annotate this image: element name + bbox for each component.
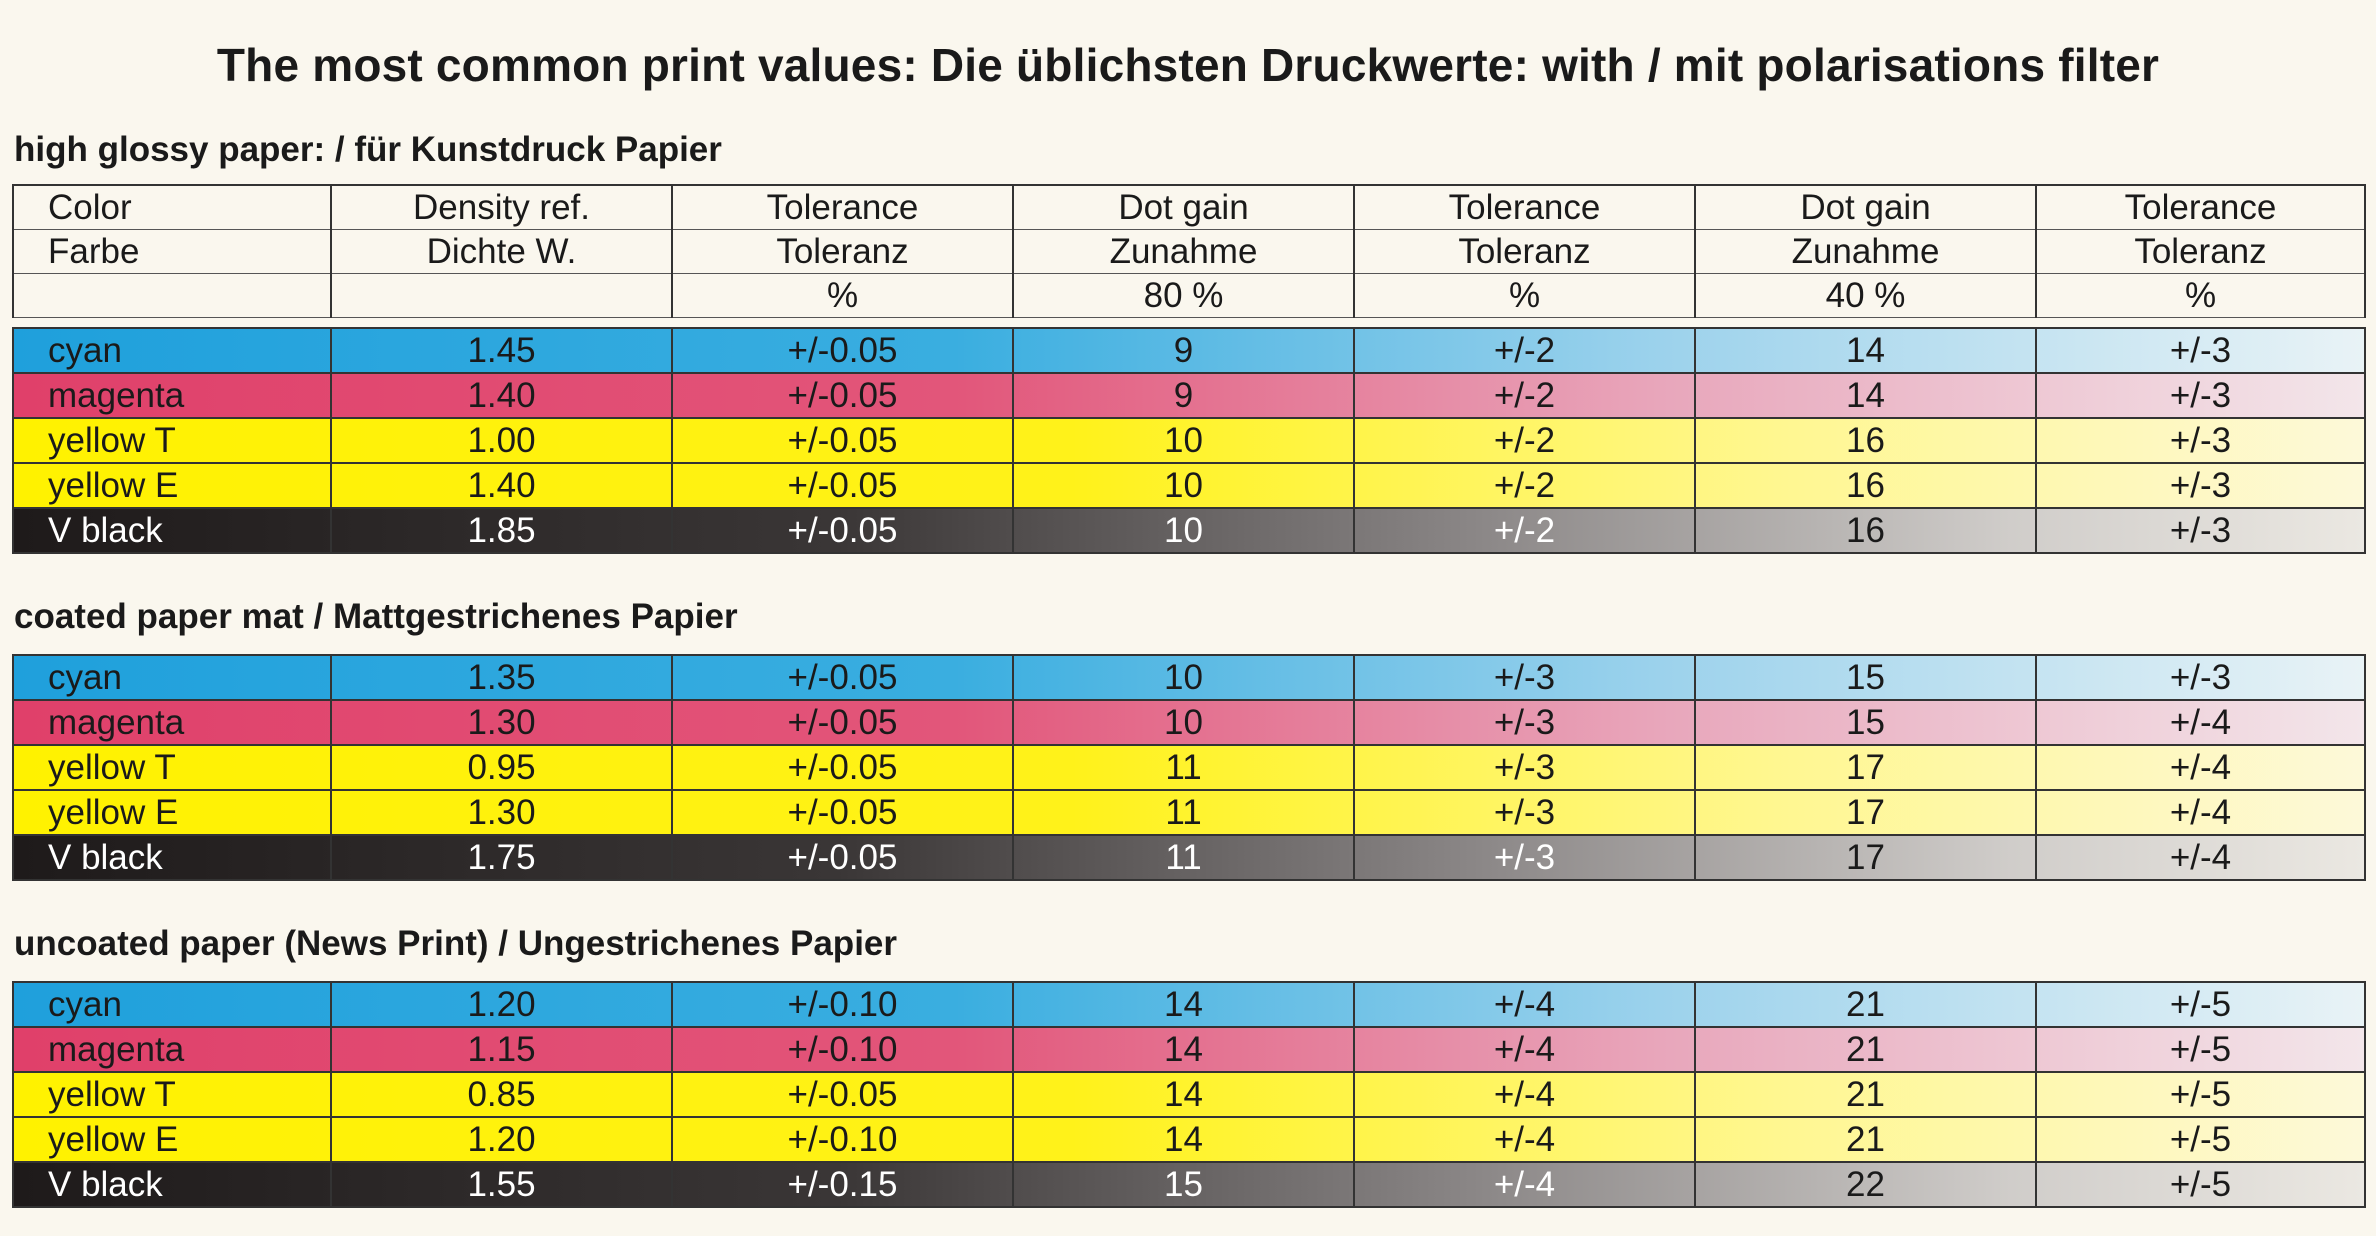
dot-gain-80-cell: 10 (1013, 700, 1354, 745)
tolerance-cell: +/-2 (1354, 373, 1695, 418)
dot-gain-40-cell: 16 (1695, 508, 2036, 553)
tolerance-cell: +/-0.05 (672, 508, 1013, 553)
header-cell: Toleranz (1354, 230, 1695, 274)
tolerance-cell: +/-2 (1354, 418, 1695, 463)
dot-gain-80-cell: 14 (1013, 982, 1354, 1027)
dot-gain-80-cell: 11 (1013, 745, 1354, 790)
table-row-yellow-t (13, 1072, 2365, 1117)
tolerance-cell: +/-0.05 (672, 373, 1013, 418)
tolerance-cell: +/-3 (2036, 508, 2365, 553)
dot-gain-40-cell: 21 (1695, 1027, 2036, 1072)
header-cell: Dichte W. (331, 230, 672, 274)
color-name-cell: yellow T (13, 745, 331, 790)
color-name-cell: yellow T (13, 418, 331, 463)
section-title-glossy: high glossy paper: / für Kunstdruck Papier (14, 130, 722, 169)
table-row-yellow-e (13, 1117, 2365, 1162)
tolerance-cell: +/-2 (1354, 328, 1695, 373)
header-cell: Tolerance (2036, 185, 2365, 230)
tolerance-cell: +/-5 (2036, 982, 2365, 1027)
tolerance-cell: +/-3 (1354, 835, 1695, 880)
tolerance-cell: +/-0.05 (672, 700, 1013, 745)
section-title-uncoated: uncoated paper (News Print) / Ungestrichenes Papier (14, 924, 897, 963)
dot-gain-80-cell: 10 (1013, 655, 1354, 700)
tolerance-cell: +/-4 (1354, 1072, 1695, 1117)
density-cell: 1.40 (331, 373, 672, 418)
density-cell: 1.20 (331, 1117, 672, 1162)
table-row-cyan (13, 655, 2365, 700)
header-cell: Toleranz (2036, 230, 2365, 274)
density-cell: 1.20 (331, 982, 672, 1027)
color-name-cell: yellow T (13, 1072, 331, 1117)
dot-gain-40-cell: 14 (1695, 373, 2036, 418)
tolerance-cell: +/-3 (2036, 655, 2365, 700)
color-name-cell: V black (13, 1162, 331, 1207)
density-cell: 1.40 (331, 463, 672, 508)
color-name-cell: magenta (13, 1027, 331, 1072)
color-name-cell: V black (13, 508, 331, 553)
table-row-magenta (13, 1027, 2365, 1072)
density-cell: 1.00 (331, 418, 672, 463)
tolerance-cell: +/-4 (1354, 982, 1695, 1027)
table-row-yellow-t (13, 745, 2365, 790)
density-cell: 1.30 (331, 700, 672, 745)
table-glossy (12, 327, 2366, 554)
color-name-cell: yellow E (13, 1117, 331, 1162)
header-cell: % (672, 274, 1013, 318)
table-row-cyan (13, 982, 2365, 1027)
tolerance-cell: +/-0.10 (672, 1117, 1013, 1162)
tolerance-cell: +/-4 (2036, 790, 2365, 835)
tolerance-cell: +/-5 (2036, 1117, 2365, 1162)
dot-gain-40-cell: 17 (1695, 835, 2036, 880)
dot-gain-40-cell: 21 (1695, 1072, 2036, 1117)
dot-gain-80-cell: 14 (1013, 1072, 1354, 1117)
tolerance-cell: +/-4 (1354, 1027, 1695, 1072)
table-uncoated (12, 981, 2366, 1208)
header-cell: Tolerance (1354, 185, 1695, 230)
color-name-cell: magenta (13, 700, 331, 745)
dot-gain-80-cell: 10 (1013, 418, 1354, 463)
dot-gain-40-cell: 21 (1695, 1117, 2036, 1162)
density-cell: 1.55 (331, 1162, 672, 1207)
header-cell: Farbe (13, 230, 331, 274)
header-cell: % (2036, 274, 2365, 318)
dot-gain-40-cell: 17 (1695, 790, 2036, 835)
tolerance-cell: +/-2 (1354, 463, 1695, 508)
tolerance-cell: +/-3 (2036, 418, 2365, 463)
dot-gain-80-cell: 10 (1013, 508, 1354, 553)
color-name-cell: magenta (13, 373, 331, 418)
table-row-yellow-e (13, 790, 2365, 835)
table-coated-mat (12, 654, 2366, 881)
header-cell: Zunahme (1013, 230, 1354, 274)
dot-gain-40-cell: 22 (1695, 1162, 2036, 1207)
color-name-cell: V black (13, 835, 331, 880)
dot-gain-40-cell: 15 (1695, 700, 2036, 745)
tolerance-cell: +/-3 (1354, 745, 1695, 790)
table-row-magenta (13, 700, 2365, 745)
dot-gain-80-cell: 10 (1013, 463, 1354, 508)
tolerance-cell: +/-0.15 (672, 1162, 1013, 1207)
tolerance-cell: +/-0.10 (672, 982, 1013, 1027)
table-row-yellow-t (13, 418, 2365, 463)
tolerance-cell: +/-2 (1354, 508, 1695, 553)
header-row-units (13, 274, 2365, 318)
tolerance-cell: +/-0.10 (672, 1027, 1013, 1072)
tolerance-cell: +/-3 (1354, 655, 1695, 700)
header-cell: % (1354, 274, 1695, 318)
density-cell: 1.75 (331, 835, 672, 880)
color-name-cell: yellow E (13, 463, 331, 508)
dot-gain-80-cell: 9 (1013, 328, 1354, 373)
table-row-black (13, 1162, 2365, 1207)
tolerance-cell: +/-0.05 (672, 1072, 1013, 1117)
tolerance-cell: +/-0.05 (672, 835, 1013, 880)
header-cell: 80 % (1013, 274, 1354, 318)
tolerance-cell: +/-3 (1354, 700, 1695, 745)
tolerance-cell: +/-4 (2036, 700, 2365, 745)
dot-gain-40-cell: 16 (1695, 418, 2036, 463)
tolerance-cell: +/-0.05 (672, 655, 1013, 700)
color-name-cell: cyan (13, 328, 331, 373)
table-row-yellow-e (13, 463, 2365, 508)
tolerance-cell: +/-4 (1354, 1117, 1695, 1162)
tolerance-cell: +/-0.05 (672, 328, 1013, 373)
tolerance-cell: +/-5 (2036, 1162, 2365, 1207)
tolerance-cell: +/-3 (2036, 463, 2365, 508)
section-title-coated-mat: coated paper mat / Mattgestrichenes Papier (14, 597, 738, 636)
density-cell: 1.85 (331, 508, 672, 553)
header-cell: Dot gain (1013, 185, 1354, 230)
tolerance-cell: +/-0.05 (672, 745, 1013, 790)
header-row-de (13, 230, 2365, 274)
dot-gain-80-cell: 9 (1013, 373, 1354, 418)
dot-gain-40-cell: 14 (1695, 328, 2036, 373)
page-title: The most common print values: Die üblichsten Druckwerte: with / mit polarisations filter (216, 39, 2160, 91)
header-cell: Density ref. (331, 185, 672, 230)
tolerance-cell: +/-4 (1354, 1162, 1695, 1207)
header-cell: 40 % (1695, 274, 2036, 318)
header-cell: Tolerance (672, 185, 1013, 230)
dot-gain-40-cell: 21 (1695, 982, 2036, 1027)
density-cell: 0.85 (331, 1072, 672, 1117)
tolerance-cell: +/-5 (2036, 1072, 2365, 1117)
tolerance-cell: +/-3 (2036, 328, 2365, 373)
header-cell (331, 274, 672, 318)
tolerance-cell: +/-0.05 (672, 418, 1013, 463)
header-table (12, 184, 2366, 318)
header-cell: Dot gain (1695, 185, 2036, 230)
tolerance-cell: +/-3 (2036, 373, 2365, 418)
dot-gain-80-cell: 15 (1013, 1162, 1354, 1207)
density-cell: 1.30 (331, 790, 672, 835)
tolerance-cell: +/-4 (2036, 835, 2365, 880)
dot-gain-80-cell: 14 (1013, 1117, 1354, 1162)
header-cell: Zunahme (1695, 230, 2036, 274)
table-row-magenta (13, 373, 2365, 418)
dot-gain-40-cell: 15 (1695, 655, 2036, 700)
dot-gain-80-cell: 11 (1013, 790, 1354, 835)
tolerance-cell: +/-3 (1354, 790, 1695, 835)
density-cell: 0.95 (331, 745, 672, 790)
tolerance-cell: +/-0.05 (672, 463, 1013, 508)
table-row-cyan (13, 328, 2365, 373)
density-cell: 1.45 (331, 328, 672, 373)
density-cell: 1.35 (331, 655, 672, 700)
header-cell: Color (13, 185, 331, 230)
dot-gain-80-cell: 14 (1013, 1027, 1354, 1072)
table-row-black (13, 508, 2365, 553)
header-row-en (13, 185, 2365, 230)
color-name-cell: cyan (13, 655, 331, 700)
tolerance-cell: +/-0.05 (672, 790, 1013, 835)
color-name-cell: cyan (13, 982, 331, 1027)
dot-gain-80-cell: 11 (1013, 835, 1354, 880)
color-name-cell: yellow E (13, 790, 331, 835)
density-cell: 1.15 (331, 1027, 672, 1072)
dot-gain-40-cell: 17 (1695, 745, 2036, 790)
dot-gain-40-cell: 16 (1695, 463, 2036, 508)
tolerance-cell: +/-5 (2036, 1027, 2365, 1072)
header-cell (13, 274, 331, 318)
table-row-black (13, 835, 2365, 880)
tolerance-cell: +/-4 (2036, 745, 2365, 790)
header-cell: Toleranz (672, 230, 1013, 274)
